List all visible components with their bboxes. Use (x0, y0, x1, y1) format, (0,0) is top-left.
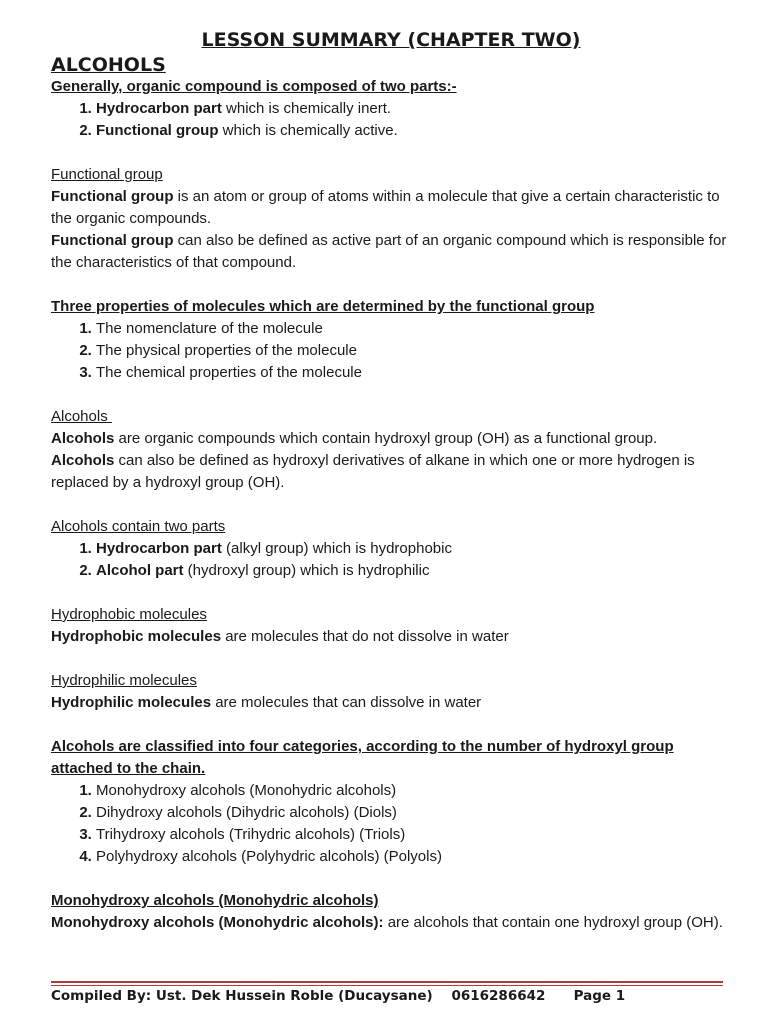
footer-compiled: Compiled By: Ust. Dek Hussein Roble (Ducaysane) (51, 988, 433, 1004)
two-parts-heading: Alcohols contain two parts (51, 518, 226, 535)
functional-group-heading: Functional group (51, 166, 163, 183)
list-item: 2. The physical properties of the molecule (96, 340, 731, 362)
monohydroxy-heading: Monohydroxy alcohols (Monohydric alcohols) (51, 892, 379, 909)
alcohols-def2: Alcohols can also be defined as hydroxyl derivatives of alkane in which one or more hydrogen is replaced by a hydroxyl group (OH). (51, 452, 695, 491)
list-item: 4. Polyhydroxy alcohols (Polyhydric alcohols) (Polyols) (96, 846, 731, 868)
section-title: ALCOHOLS (51, 54, 166, 76)
hydrophilic-heading: Hydrophilic molecules (51, 672, 197, 689)
categories-list (51, 780, 731, 868)
alcohols-def1: Alcohols are organic compounds which contain hydroxyl group (OH) as a functional group. (51, 430, 658, 447)
alcohols-heading: Alcohols (51, 408, 112, 425)
categories-heading: Alcohols are classified into four categories, according to the number of hydroxyl group attached to the chain. (51, 738, 674, 777)
intro-list (51, 98, 731, 142)
footer-page: Page 1 (573, 988, 626, 1004)
intro-heading: Generally, organic compound is composed of two parts:- (51, 78, 457, 95)
hydrophobic-def: Hydrophobic molecules are molecules that do not dissolve in water (51, 628, 509, 645)
functional-group-def2: Functional group can also be defined as active part of an organic compound which is responsible for the characteristics of that compound. (51, 232, 727, 271)
list-item: 1. Monohydroxy alcohols (Monohydric alcohols) (96, 780, 731, 802)
list-item: 2. Functional group which is chemically active. (96, 120, 731, 142)
footer (51, 988, 731, 1004)
list-item: 3. Trihydroxy alcohols (Trihydric alcohols) (Triols) (96, 824, 731, 846)
properties-list (51, 318, 731, 384)
monohydroxy-def: Monohydroxy alcohols (Monohydric alcohols): are alcohols that contain one hydroxyl group (OH). (51, 914, 723, 931)
document-page (51, 28, 731, 934)
hydrophobic-heading: Hydrophobic molecules (51, 606, 207, 623)
hydrophilic-def: Hydrophilic molecules are molecules that can dissolve in water (51, 694, 482, 711)
list-item: 1. Hydrocarbon part which is chemically inert. (96, 98, 731, 120)
properties-heading: Three properties of molecules which are determined by the functional group (51, 298, 595, 315)
list-item: 1. The nomenclature of the molecule (96, 318, 731, 340)
list-item: 2. Alcohol part (hydroxyl group) which is hydrophilic (96, 560, 731, 582)
list-item: 2. Dihydroxy alcohols (Dihydric alcohols) (Diols) (96, 802, 731, 824)
list-item: 1. Hydrocarbon part (alkyl group) which is hydrophobic (96, 538, 731, 560)
functional-group-def1: Functional group is an atom or group of atoms within a molecule that give a certain characteristic to the organic compounds. (51, 188, 720, 227)
two-parts-list (51, 538, 731, 582)
footer-phone: 0616286642 (451, 988, 546, 1004)
list-item: 3. The chemical properties of the molecule (96, 362, 731, 384)
footer-rule (51, 985, 723, 986)
page-title: LESSON SUMMARY (CHAPTER TWO) (201, 29, 581, 51)
footer-rule (51, 981, 723, 983)
